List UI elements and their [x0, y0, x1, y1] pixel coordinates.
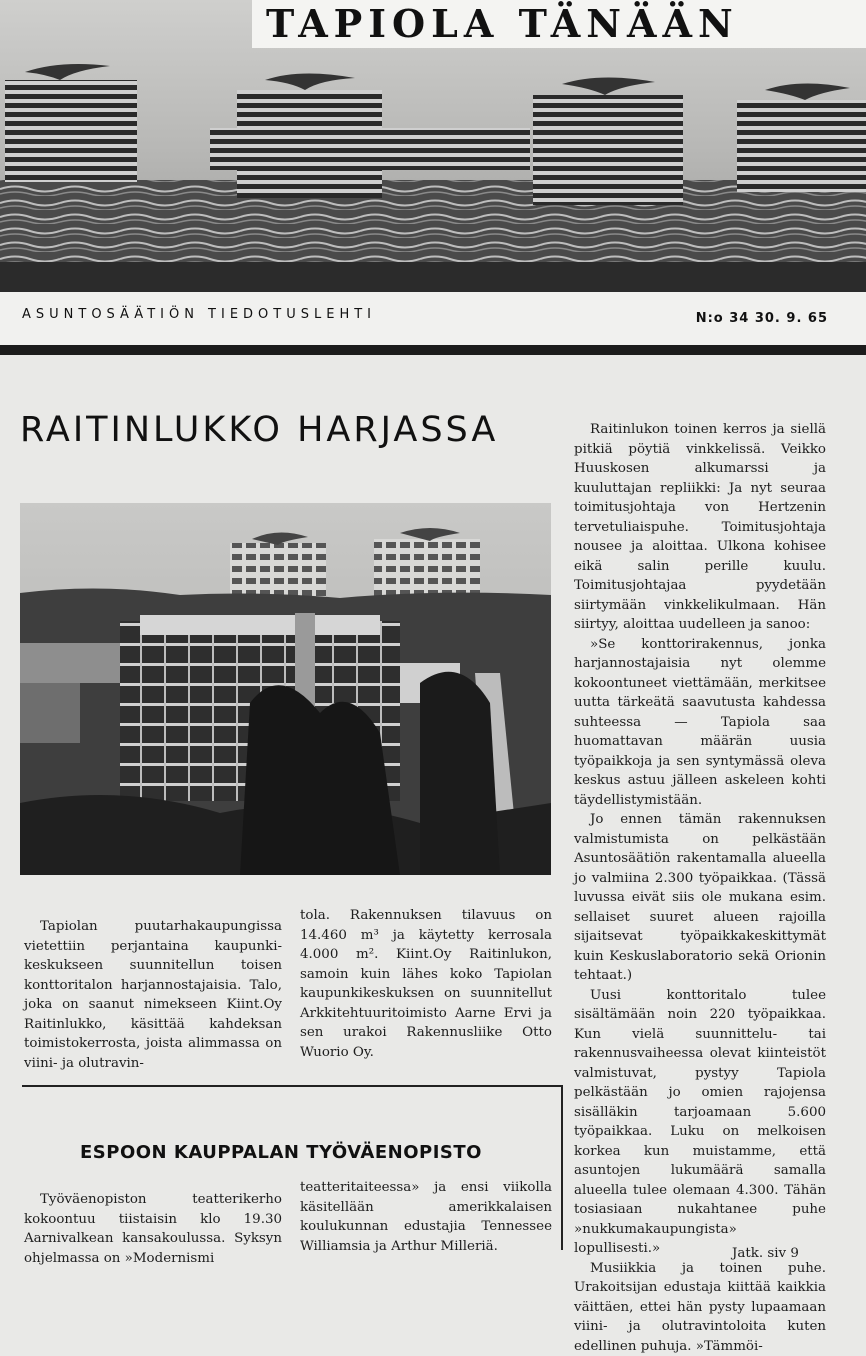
article-paragraph: Musiikkia ja toinen puhe. Urakoitsijan edustaja kiittää kaikkia väittäen, ettei hän pysty lupaamaan viini- ja olutravintoloita kuten edellinen puhuja. »Tämmöi-: [574, 1259, 826, 1356]
article-paragraph: teatteritaiteessa» ja ensi viikolla käsitellään amerikkalaisen koulukunnan edustajia Tennessee Williamsia ja Arthur Milleriä.: [300, 1178, 552, 1256]
second-article-column-2: [300, 1178, 552, 1256]
article-paragraph: Uusi konttoritalo tulee sisältämään noin 220 työpaikkaa. Kun vielä suunnittelu- tai rakennusvaiheessa olevat kiinteistöt valmistuvat, pystyy Tapiola pelkästään jo omien rajojensa sisälläkin tarjoamaan 5.600 työpaikkaa. Luku on melkoisen korkea kun muistamme, että asuntojen lukumäärä samalla alueella tulee olemaan 4.300. Tähän tosiasiaan nukahtanee puhe »nukkumakaupungista» lopullisesti.»: [574, 986, 826, 1259]
section-divider: [22, 1085, 562, 1087]
article-paragraph: Tapiolan puutarhakaupungissa vietettiin perjantaina kaupunki-keskukseen suunnitellun toisen konttoritalon harjannostajaisia. Talo, joka on saanut nimekseen Kiint.Oy Raitinlukko, käsittää kahdeksan toimistokerrosta, joista alimmassa on viini- ja olutravin-: [24, 917, 282, 1073]
publication-subtitle: ASUNTOSÄÄTIÖN TIEDOTUSLEHTI: [22, 307, 376, 322]
article-paragraph: Raitinlukon toinen kerros ja siellä pitkiä pöytiä vinkkelissä. Veikko Huuskosen alkumarssi ja kuuluttajan repliikki: Ja nyt seuraa toimitusjohtaja von Hertzenin tervetuliaispuhe. Toimitusjohtaja nousee ja aloittaa. Ulkona kohisee eikä salin perille kuulu. Toimitusjohtajaa pyydetään siirtymään vinkkelikulmaan. Hän siirtyy, aloittaa uudelleen ja sanoo:: [574, 420, 826, 635]
article-column-3: [574, 420, 826, 1356]
issue-number-date: N:o 34 30. 9. 65: [696, 311, 828, 326]
second-article-column-1: [24, 1190, 282, 1268]
construction-photo: [20, 503, 551, 875]
column-divider: [561, 1085, 563, 1250]
article-headline: RAITINLUKKO HARJASSA: [20, 410, 498, 450]
masthead-title: TAPIOLA TÄNÄÄN: [252, 0, 866, 48]
article-paragraph: Työväenopiston teatterikerho kokoontuu tiistaisin klo 19.30 Aarnivalkean kansakoulussa. Syksyn ohjelmassa on »Modernismi: [24, 1190, 282, 1268]
article-paragraph: »Se konttorirakennus, jonka harjannostajaisia nyt olemme kokoontuneet viettämään, merkitsee uutta tärkeätä saavutusta kahdessa suhteessa — Tapiola saa huomattavan määrän uusia työpaikkoja ja sen syntymässä oleva keskus astuu jälleen askeleen kohti täydellistymistään.: [574, 635, 826, 811]
masthead-photo: [0, 0, 866, 292]
article-paragraph: tola. Rakennuksen tilavuus on 14.460 m³ ja käytetty kerrosala 4.000 m². Kiint.Oy Raitinlukon, samoin kuin lähes koko Tapiolan kaupunkikeskuksen on suunnitellut Arkkitehtuuritoimisto Aarne Ervi ja sen urakoi Rakennusliike Otto Wuorio Oy.: [300, 906, 552, 1062]
masthead-rule: [0, 345, 866, 355]
article-paragraph: Jo ennen tämän rakennuksen valmistumista on pelkästään Asuntosäätiön rakentamalla alueella jo valmiina 2.300 työpaikkaa. (Tässä luvussa eivät siis ole mukana esim. sellaiset suuret alueen rajoilla sijaitsevat työpaikkakeskittymät kuin Keskuslaboratorio sekä Orionin tehtaat.): [574, 810, 826, 986]
continued-note: Jatk. siv 9: [732, 1246, 799, 1261]
second-article-headline: ESPOON KAUPPALAN TYÖVÄENOPISTO: [80, 1142, 482, 1163]
article-column-2: [300, 906, 552, 1062]
building-under-construction-image: [20, 503, 551, 875]
article-column-1: [24, 917, 282, 1073]
